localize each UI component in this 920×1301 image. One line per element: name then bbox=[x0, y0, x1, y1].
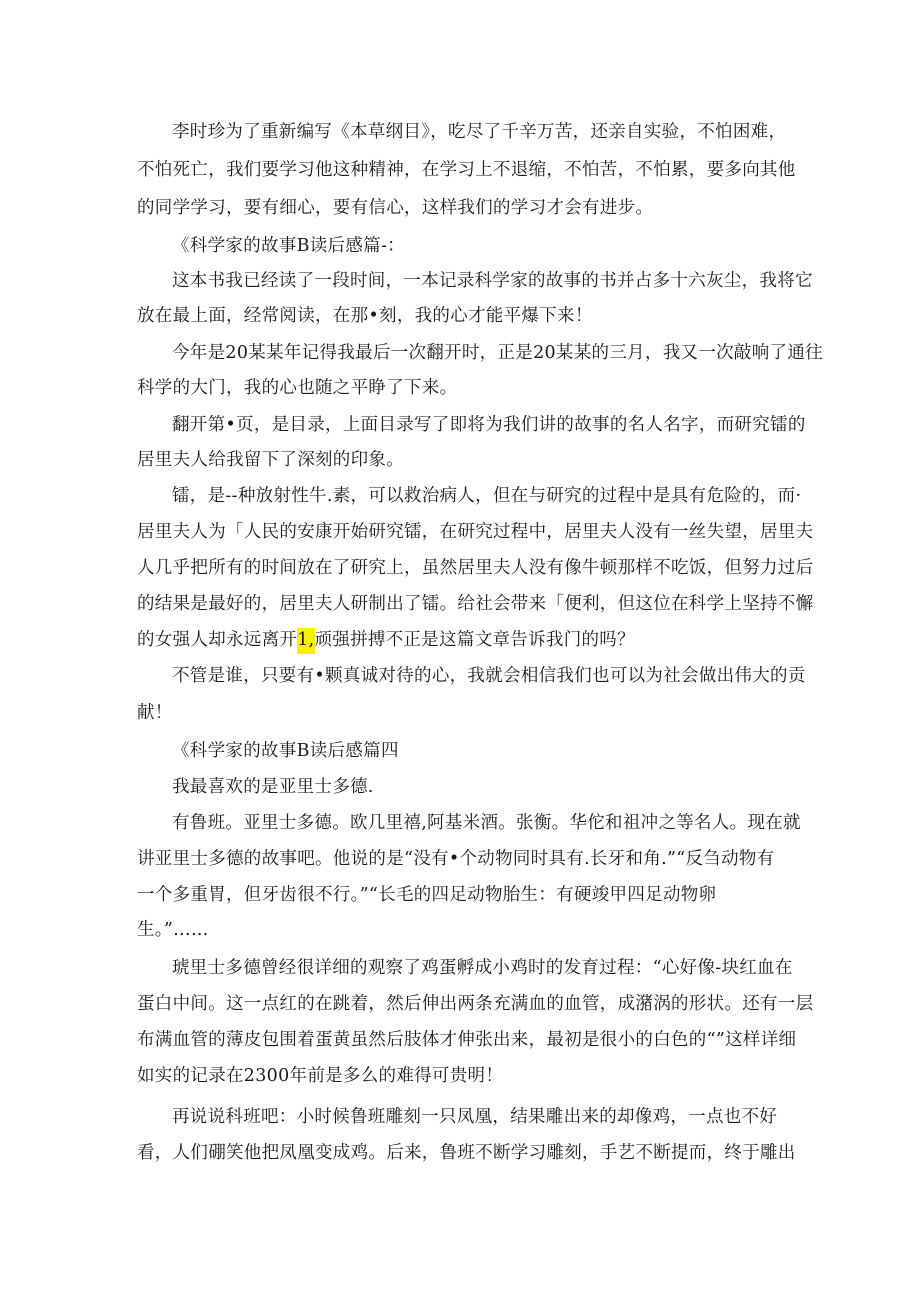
text-line: 居里夫人为「人民的安康开始研究镭，在研究过程中，居里夫人没有一丝失望，居里夫 bbox=[137, 522, 814, 542]
text-line-with-highlight bbox=[137, 628, 797, 652]
text-line: 献！ bbox=[137, 703, 173, 723]
text-line: 看，人们硼笑他把凤凰变成鸡。后来，鲁班不断学习雕刻，手艺不断提而，终于雕出 bbox=[137, 1143, 796, 1163]
text-line: 科学的大门，我的心也随之平睁了下来。 bbox=[137, 378, 458, 398]
text-line: 一个多重胃，但牙齿很不行。”“长毛的四足动物胎生：有硬竣甲四足动物卵 bbox=[137, 885, 717, 905]
text-line: 不管是谁，只要有•颗真诚对待的心，我就会相信我们也可以为社会做出伟大的贡 bbox=[172, 666, 806, 686]
text-line: 李时珍为了重新编写《本草纲目》，吃尽了千辛万苦，还亲自实验，不怕困难， bbox=[172, 122, 787, 142]
text-line: 的结果是最好的，居里夫人研制出了镭。给社会带来「便利，但这位在科学上坚持不懈 bbox=[137, 594, 814, 614]
text-line: 镭，是--种放射性牛.素，可以救治病人，但在与研究的过程中是具有危险的，而· bbox=[172, 486, 802, 506]
section-heading: 《科学家的故事B读后感篇-： bbox=[172, 236, 405, 256]
text-line: 放在最上面，经常阅读，在那•刻，我的心才能平爆下来！ bbox=[137, 306, 593, 326]
text-line: 翻开第•页，是目录，上面目录写了即将为我们讲的故事的名人名字，而研究镭的 bbox=[172, 415, 806, 435]
text-line: 布满血管的薄皮包围着蛋黄虽然后肢体才伸张出来，最初是很小的白色的“”这样详细 bbox=[137, 1030, 797, 1050]
text-line: 再说说科班吧：小时候鲁班雕刻一只凤凰，结果雕出来的却像鸡，一点也不好 bbox=[172, 1107, 778, 1127]
section-heading: 《科学家的故事B读后感篇四 bbox=[172, 741, 399, 761]
text-span: 顽强拼搏不正是这篇文章告诉我门的吗？ bbox=[314, 630, 635, 650]
highlighted-text: 1, bbox=[297, 628, 314, 654]
text-line: 生。”…… bbox=[137, 920, 209, 940]
text-line: 的同学学习，要有细心，要有信心，这样我们的学习才会有进步。 bbox=[137, 198, 654, 218]
text-line: 今年是20某某年记得我最后一次翻开时，正是20某某的三月，我又一次敲响了通往 bbox=[172, 343, 823, 363]
text-line: 琥里士多德曾经很详细的观察了鸡蛋孵成小鸡时的发育过程：“心好像-块红血在 bbox=[172, 958, 793, 978]
text-line: 讲亚里士多德的故事吧。他说的是“没有•个动物同时具有.长牙和角.”“反刍动物有 bbox=[137, 849, 775, 869]
text-line: 蛋白中间。这一点红的在跳着，然后伸出两条充满血的血管，成潴涡的形状。还有一层 bbox=[137, 994, 814, 1014]
text-line: 如实的记录在2300年前是多么的难得可贵明！ bbox=[137, 1066, 504, 1086]
text-line: 我最喜欢的是亚里士多德. bbox=[172, 777, 374, 797]
text-line: 有鲁班。亚里士多德。欧几里禧,阿基米酒。张衡。华佗和祖冲之等名人。现在就 bbox=[172, 813, 801, 833]
text-line: 居里夫人给我留下了深刻的印象。 bbox=[137, 450, 404, 470]
text-span: 的女强人却永远离开 bbox=[137, 630, 298, 650]
text-line: 不怕死亡，我们要学习他这种精神，在学习上不退缩，不怕苦，不怕累，要多向其他 bbox=[137, 160, 796, 180]
text-line: 人几乎把所有的时间放在了研究上，虽然居里夫人没有像牛顿那样不吃饭，但努力过后 bbox=[137, 558, 814, 578]
text-line: 这本书我已经读了一段时间，一本记录科学家的故事的书并占多十六灰尘，我将它 bbox=[172, 271, 813, 291]
